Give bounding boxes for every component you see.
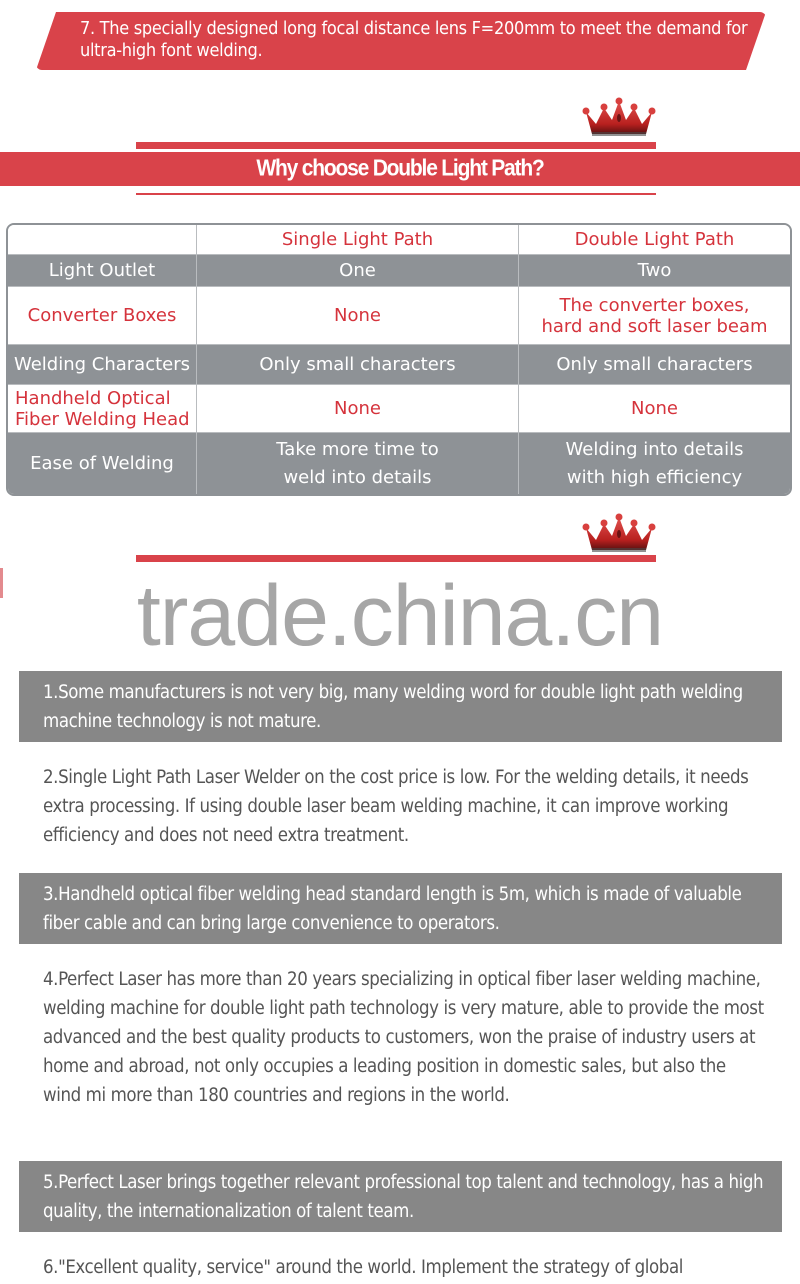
feature-cell: Converter Boxes [8,287,197,344]
double-cell: Only small characters [556,354,753,375]
table-row [8,385,790,433]
single-cell-line: weld into details [283,466,432,488]
double-cell: None [631,398,678,419]
paragraph-1: 1.Some manufacturers is not very big, many welding word for double light path welding machine technology is not mature. [19,671,782,742]
single-cell: None [197,287,519,344]
single-cell-line: Take more time to [276,438,439,460]
comparison-table [6,223,792,496]
double-cell-line: The converter boxes, [559,294,750,316]
table-row [8,345,790,385]
single-cell: None [197,385,519,432]
paragraph-2: 2.Single Light Path Laser Welder on the cost price is low. For the welding details, it needs extra processing. If using double laser beam welding machine, it can improve working efficiency and does not need extra treatment. [43,767,749,846]
single-cell: Only small characters [197,345,519,384]
paragraph-6: 6."Excellent quality, service" around the world. Implement the strategy of global [43,1257,683,1278]
feature-cell: Ease of Welding [8,433,197,494]
table-row [8,255,790,287]
double-cell [519,433,790,494]
crown-icon [580,96,658,138]
section-title: Why choose Double Light Path? [256,156,544,181]
table-row [8,433,790,494]
paragraph-5: 5.Perfect Laser brings together relevant professional top talent and technology, has a high quality, the internationalization of talent team. [19,1161,782,1232]
section-divider-bottom [136,193,656,195]
paragraph-3: 3.Handheld optical fiber welding head standard length is 5m, which is made of valuable fiber cable and can bring large convenience to operators. [19,873,782,944]
feature-cell-line: Handheld Optical [15,387,171,409]
paragraph-4: 4.Perfect Laser has more than 20 years specializing in optical fiber laser welding machine, welding machine for double light path technology is very mature, able to provide the most advanced and the best quality products to customers, won the praise of industry users at home and abroad, not only occupies a leading position in domestic sales, but also the wind mi more than 180 countries and regions in the world. [43,969,764,1106]
feature-cell: Light Outlet [8,255,197,286]
double-cell-line: Welding into details [565,438,744,460]
section-divider-top [136,142,656,149]
feature-7-text: 7. The specially designed long focal distance lens F=200mm to meet the demand for ultra-high font welding. [80,18,748,61]
double-cell [519,287,790,344]
crown-icon [580,512,658,554]
feature-cell-line: Fiber Welding Head [15,408,190,430]
single-cell [197,433,519,494]
table-header-single: Single Light Path [197,225,519,254]
feature-cell: Welding Characters [8,345,197,384]
watermark: trade.china.cn [136,568,664,664]
double-cell-line: with high efficiency [566,466,743,488]
single-cell: One [197,255,519,286]
feature-cell [8,385,197,432]
table-header-double: Double Light Path [574,229,735,250]
table-header-empty [8,225,197,254]
double-cell: Two [637,260,672,281]
table-row [8,287,790,345]
table-header-row [8,225,790,255]
section-divider [136,555,656,562]
double-cell-line: hard and soft laser beam [541,315,768,337]
